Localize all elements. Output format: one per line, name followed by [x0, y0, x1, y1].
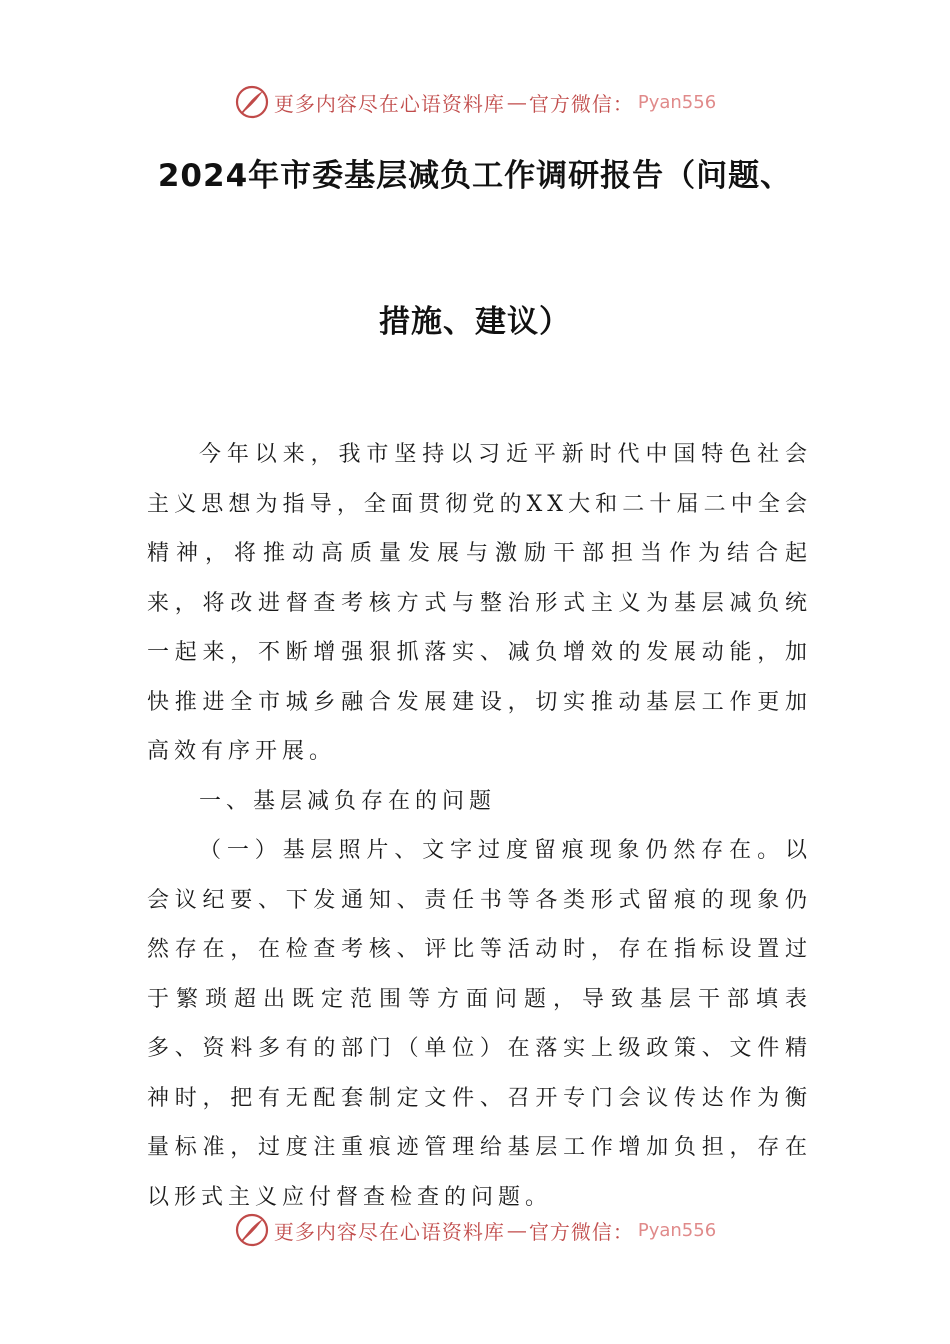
watermark-banner-top — [0, 82, 950, 122]
watermark-text: 更多内容尽在心语资料库 — [273, 91, 505, 116]
quill-logo-icon — [234, 84, 270, 120]
watermark-wechat-label: 官方微信： — [528, 1219, 634, 1244]
watermark-wechat-label: 官方微信： — [528, 91, 634, 116]
section-heading-1: 一、基层减负存在的问题 — [199, 788, 497, 814]
paragraph-issue-1: （一）基层照片、文字过度留痕现象仍然存在。以会议纪要、下发通知、责任书等各类形式留痕的现象仍然存在，在检查考核、评比等活动时，存在指标设置过于繁琐超出既定范围等方面问题，导致基层干部填表多、资料多有的部门（单位）在落实上级政策、文件精神时，把有无配套制定文件、召开专门会议传达作为衡量标准，过度注重痕迹管理给基层工作增加负担，存在以形式主义应付督查检查的问题。 — [147, 838, 812, 1210]
watermark-separator: — — [506, 90, 527, 114]
watermark-separator: — — [506, 1218, 527, 1242]
watermark-banner-bottom — [0, 1210, 950, 1250]
quill-logo-icon — [234, 1212, 270, 1248]
document-title-line-1: 2024年市委基层减负工作调研报告（问题、 — [157, 158, 793, 194]
watermark-text: 更多内容尽在心语资料库 — [273, 1219, 505, 1244]
document-title-line-2: 措施、建议） — [379, 304, 571, 340]
watermark-wechat-id: Pyan556 — [637, 1219, 717, 1241]
document-body — [147, 430, 812, 1222]
paragraph-intro: 今年以来，我市坚持以习近平新时代中国特色社会主义思想为指导，全面贯彻党的XX大和二十届二中全会精神，将推动高质量发展与激励干部担当作为结合起来，将改进督查考核方式与整治形式主义为基层减负统一起来，不断增强狠抓落实、减负增效的发展动能，加快推进全市城乡融合发展建设，切实推动基层工作更加高效有序开展。 — [147, 442, 812, 764]
watermark-wechat-id: Pyan556 — [637, 91, 717, 113]
